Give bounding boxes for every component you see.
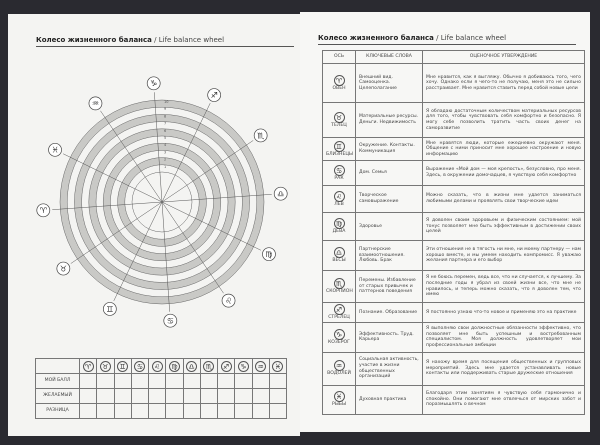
pisces-icon: ♓︎ [51, 145, 59, 155]
score-input-cell[interactable] [166, 404, 183, 419]
keywords-cell: Внешний вид. Самооценка. Целеполагание [356, 64, 423, 103]
score-input-cell[interactable] [183, 374, 200, 389]
score-input-cell[interactable] [97, 404, 114, 419]
table-row [323, 64, 585, 103]
keywords-cell: Дом. Семья [356, 161, 423, 186]
zodiac-icon: ♑ [334, 329, 345, 340]
zodiac-icon: ♋ [134, 361, 145, 372]
keywords-cell: Социальная активность, участие в жизни общественных организаций [356, 352, 423, 385]
zodiac-icon: ♏ [334, 278, 345, 289]
statement-cell: Эти отношения не в тягость ни мне, ни моему партнеру — нам хорошо вместе, и мы умеем находить компромисс. Я уважаю желания партнера и его выбор [423, 241, 585, 271]
scorpio-icon: ♏︎ [257, 131, 265, 141]
zodiac-icon: ♊ [117, 361, 128, 372]
axis-table [322, 50, 585, 415]
cancer-icon: ♋︎ [166, 316, 174, 326]
header-title-en: Life balance wheel [440, 34, 507, 42]
zodiac-icon: ♒ [255, 361, 266, 372]
score-input-cell[interactable] [235, 404, 252, 419]
zodiac-icon: ♊ [334, 141, 345, 152]
col-header-axis: ОСЬ [323, 51, 356, 64]
statement-cell: Я обладаю достаточным количеством материальных ресурсов для того, чтобы чувствовать себя комфортно и безопасно. Я могу себе позволить тратить часть своих денег на саморазвитие [423, 103, 585, 138]
score-input-cell[interactable] [114, 374, 131, 389]
sign-name: ОВЕН [332, 85, 346, 91]
score-input-cell[interactable] [218, 374, 235, 389]
header-title-ru: Колесо жизненного баланса [318, 34, 434, 42]
scale-label: 4 [164, 143, 167, 148]
sign-name: ЛЕВ [334, 201, 344, 207]
sign-cell [269, 359, 286, 374]
libra-icon: ♎︎ [277, 189, 285, 199]
empty-cell [36, 359, 80, 374]
sign-name: КОЗЕРОГ [328, 339, 350, 345]
table-row [323, 103, 585, 138]
sign-cell [131, 359, 148, 374]
keywords-cell: Познание. Образование [356, 303, 423, 323]
table-row [323, 271, 585, 303]
sign-cell [80, 359, 97, 374]
zodiac-icon: ♉ [100, 361, 111, 372]
axis-cell [323, 303, 356, 323]
table-row [323, 138, 585, 161]
sign-cell [252, 359, 269, 374]
table-row [323, 241, 585, 271]
score-input-cell[interactable] [252, 374, 269, 389]
statement-cell: Я выполняю свои должностные обязанности эффективно, что позволяет мне быть успешным и востребованным специалистом. Моя должность удовлетворяет мои профессиональные амбиции [423, 322, 585, 352]
page-header [318, 34, 576, 45]
sign-name: СТРЕЛЕЦ [328, 315, 350, 320]
scale-label: 2 [164, 157, 167, 162]
col-header-keywords: КЛЮЧЕВЫЕ СЛОВА [356, 51, 423, 64]
score-input-cell[interactable] [131, 389, 148, 404]
keywords-cell: Духовная практика [356, 385, 423, 414]
zodiac-icon: ♎ [334, 247, 345, 258]
score-row [36, 389, 287, 404]
keywords-cell: Здоровье [356, 213, 423, 241]
left-page [8, 14, 300, 436]
score-input-cell[interactable] [269, 389, 286, 404]
sign-name: ТЕЛЕЦ [331, 122, 347, 128]
axis-cell [323, 385, 356, 414]
table-row [323, 161, 585, 186]
statement-cell: Я доволен своим здоровьем и физическим состоянием: мой тонус позволяет мне быть эффективным в достижении своих целей [423, 213, 585, 241]
score-input-cell[interactable] [114, 404, 131, 419]
score-input-cell[interactable] [149, 404, 166, 419]
zodiac-icon: ♈ [334, 75, 345, 86]
sign-name: СКОРПИОН [326, 289, 353, 295]
header-title-en: Life balance wheel [158, 36, 225, 44]
score-input-cell[interactable] [200, 404, 217, 419]
sign-cell [97, 359, 114, 374]
sign-name: ВОДОЛЕЙ [327, 371, 351, 377]
zodiac-icon: ♍ [169, 361, 180, 372]
axis-cell [323, 271, 356, 303]
score-input-cell[interactable] [149, 374, 166, 389]
scale-label: 6 [164, 128, 167, 133]
sagittarius-icon: ♐︎ [210, 90, 218, 100]
axis-cell [323, 241, 356, 271]
keywords-cell: Окружение. Контакты. Коммуникация [356, 138, 423, 161]
statement-cell: Я постоянно узнаю что-то новое и применяю это на практике [423, 303, 585, 323]
score-input-cell[interactable] [97, 374, 114, 389]
zodiac-icon: ♉ [334, 112, 345, 123]
score-input-cell[interactable] [80, 404, 97, 419]
zodiac-icon: ♓ [334, 391, 345, 402]
axis-cell [323, 64, 356, 103]
zodiac-icon: ♈ [83, 361, 94, 372]
score-input-cell[interactable] [80, 389, 97, 404]
aquarius-icon: ♒︎ [91, 99, 100, 109]
sign-cell [166, 359, 183, 374]
score-input-cell[interactable] [80, 374, 97, 389]
score-input-cell[interactable] [200, 389, 217, 404]
scale-label: 9 [164, 107, 167, 112]
score-row [36, 374, 287, 389]
leo-icon: ♌︎ [224, 296, 233, 306]
zodiac-icon: ♍ [334, 218, 345, 229]
statement-cell: Благодаря этим занятиям я чувствую себя гармонично и спокойно. Они помогают мне отвлечься от мирских забот и поразмышлять о вечном [423, 385, 585, 414]
score-input-cell[interactable] [131, 404, 148, 419]
table-row [323, 385, 585, 414]
axis-cell [323, 103, 356, 138]
zodiac-icon: ♓ [272, 361, 283, 372]
sign-cell [149, 359, 166, 374]
statement-cell: Я не боюсь перемен, ведь все, что ни случается, к лучшему. За последние годы я убрал из своей жизни все, что мне не нравилось, и теперь можно сказать, что я доволен тем, что имею [423, 271, 585, 303]
table-row [323, 303, 585, 323]
axis-cell [323, 322, 356, 352]
keywords-cell: Эффективность. Труд. Карьера [356, 322, 423, 352]
axis-cell [323, 213, 356, 241]
keywords-cell: Творческое самовыражение [356, 186, 423, 213]
score-input-cell[interactable] [252, 404, 269, 419]
col-header-statement: ОЦЕНОЧНОЕ УТВЕРЖДЕНИЕ [423, 51, 585, 64]
zodiac-icon: ♏ [203, 361, 214, 372]
score-input-cell[interactable] [218, 389, 235, 404]
zodiac-icon: ♐ [221, 361, 232, 372]
scale-label: 3 [164, 150, 167, 155]
header-title-ru: Колесо жизненного баланса [36, 36, 152, 44]
statement-cell: Выражение «Мой дом — моя крепость», безусловно, про меня. Здесь, в окружении домочадцев, я чувствую себя комфортно [423, 161, 585, 186]
score-input-cell[interactable] [183, 389, 200, 404]
sign-cell [183, 359, 200, 374]
sign-cell [200, 359, 217, 374]
virgo-icon: ♍︎ [265, 249, 273, 259]
axis-cell [323, 161, 356, 186]
zodiac-icon: ♋ [334, 165, 345, 176]
axis-cell [323, 186, 356, 213]
sign-name: ВЕСЫ [332, 258, 346, 264]
scale-label: 1 [164, 164, 167, 169]
scale-label: 8 [164, 114, 167, 119]
row-label: РАЗНИЦА [36, 404, 80, 419]
score-row [36, 404, 287, 419]
zodiac-icon: ♒ [334, 360, 345, 371]
score-input-cell[interactable] [131, 374, 148, 389]
zodiac-icon: ♌ [152, 361, 163, 372]
sign-name: РАК [334, 175, 344, 181]
score-input-cell[interactable] [235, 374, 252, 389]
life-balance-wheel [8, 14, 300, 344]
gemini-icon: ♊︎ [106, 304, 114, 314]
statement-cell: Можно сказать, что в жизни мне удается заниматься любимыми делами и проявлять свои творческие идеи [423, 186, 585, 213]
score-input-cell[interactable] [97, 389, 114, 404]
sign-cell [235, 359, 252, 374]
header-separator: / [154, 36, 157, 44]
scale-label: 10 [164, 100, 169, 104]
score-input-cell[interactable] [218, 404, 235, 419]
statement-cell: Я нахожу время для посещения общественных и групповых мероприятий. Здесь мне удается устанавливать новые контакты или поддерживать старые дружеские отношения [423, 352, 585, 385]
row-label: ЖЕЛАЕМЫЙ [36, 389, 80, 404]
capricorn-icon: ♑︎ [150, 79, 158, 89]
score-header-row [36, 359, 287, 374]
sign-cell [114, 359, 131, 374]
row-label: МОЙ БАЛЛ [36, 374, 80, 389]
right-page [300, 12, 590, 432]
zodiac-icon: ♐ [334, 304, 345, 315]
sign-name: РЫБЫ [331, 402, 347, 408]
aries-icon: ♈︎ [39, 206, 47, 216]
zodiac-icon: ♌ [334, 191, 345, 202]
score-input-cell[interactable] [235, 389, 252, 404]
keywords-cell: Перемены. Избавление от старых привычек и паттернов поведения [356, 271, 423, 303]
score-input-cell[interactable] [166, 389, 183, 404]
axis-cell [323, 352, 356, 385]
score-input-cell[interactable] [200, 374, 217, 389]
table-row [323, 322, 585, 352]
header-separator: / [436, 34, 439, 42]
sign-name: БЛИЗНЕЦЫ [326, 151, 353, 157]
score-input-cell[interactable] [269, 404, 286, 419]
zodiac-icon: ♑ [238, 361, 249, 372]
keywords-cell: Партнерские взаимоотношения. Любовь. Брак [356, 241, 423, 271]
zodiac-icon: ♎ [186, 361, 197, 372]
table-row [323, 186, 585, 213]
scale-label: 5 [164, 136, 167, 140]
score-input-cell[interactable] [183, 404, 200, 419]
score-input-cell[interactable] [149, 389, 166, 404]
sign-name: ДЕВА [332, 229, 346, 235]
taurus-icon: ♉︎ [59, 264, 67, 274]
scale-label: 7 [164, 121, 167, 126]
score-input-cell[interactable] [114, 389, 131, 404]
table-row [323, 213, 585, 241]
score-input-cell[interactable] [166, 374, 183, 389]
statement-cell: Мне нравятся люди, которые ежедневно окружают меня. Общение с ними приносит мне хорошее настроение и новую информацию [423, 138, 585, 161]
sign-cell [218, 359, 235, 374]
table-row [323, 352, 585, 385]
score-input-cell[interactable] [269, 374, 286, 389]
score-input-cell[interactable] [252, 389, 269, 404]
keywords-cell: Материальные ресурсы. Деньги. Недвижимость [356, 103, 423, 138]
axis-cell [323, 138, 356, 161]
score-table [35, 358, 287, 419]
statement-cell: Мне нравится, как я выгляжу. Обычно я добиваюсь того, чего хочу. Однако если я чего-то не получаю, меня это не сильно расстраивает. Мне нравится ставить перед собой новые цели [423, 64, 585, 103]
